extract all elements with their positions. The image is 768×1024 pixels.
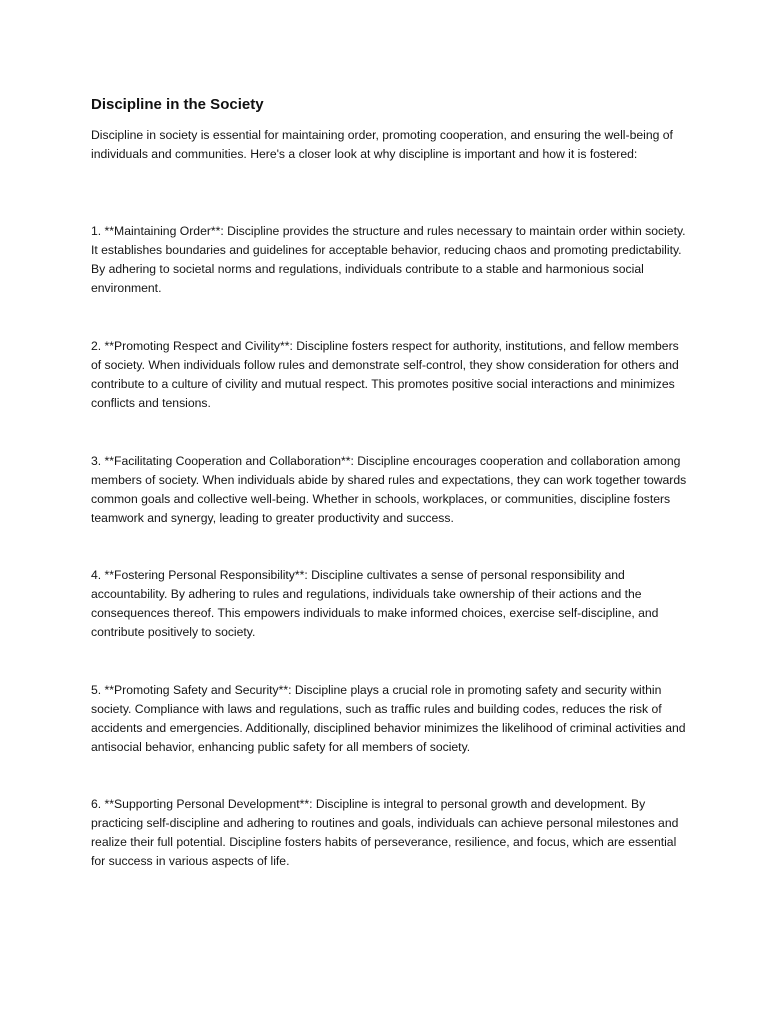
point-personal-responsibility: 4. **Fostering Personal Responsibility**: Discipline cultivates a sense of personal responsibility and accountability. By adhering to rules and regulations, individuals take ownership of their actions and the consequences thereof. This empowers individuals to make informed choices, exercise self-discipline, and contribute positively to society. — [91, 568, 659, 639]
document-title: Discipline in the Society — [91, 96, 264, 113]
point-safety-security: 5. **Promoting Safety and Security**: Discipline plays a crucial role in promoting safety and security within society. Compliance with laws and regulations, such as traffic rules and building codes, reduces the risk of accidents and emergencies. Additionally, disciplined behavior minimizes the likelihood of criminal activities and antisocial behavior, enhancing public safety for all members of society. — [91, 683, 686, 754]
point-promoting-respect: 2. **Promoting Respect and Civility**: Discipline fosters respect for authority, institutions, and fellow members of society. When individuals follow rules and demonstrate self-control, they show consideration for others and contribute to a culture of civility and mutual respect. This promotes positive social interactions and minimizes conflicts and tensions. — [91, 339, 679, 410]
intro-paragraph: Discipline in society is essential for maintaining order, promoting cooperation, and ensuring the well-being of individuals and communities. Here's a closer look at why discipline is important and how it is fostered: — [91, 128, 673, 161]
point-facilitating-cooperation: 3. **Facilitating Cooperation and Collaboration**: Discipline encourages cooperation and collaboration among members of society. When individuals abide by shared rules and expectations, they can work together towards common goals and collective well-being. Whether in schools, workplaces, or communities, discipline fosters teamwork and synergy, leading to greater productivity and success. — [91, 454, 687, 525]
point-personal-development: 6. **Supporting Personal Development**: Discipline is integral to personal growth and development. By practicing self-discipline and adhering to routines and goals, individuals can achieve personal milestones and realize their full potential. Discipline fosters habits of perseverance, resilience, and focus, which are essential for success in various aspects of life. — [91, 797, 679, 868]
point-maintaining-order: 1. **Maintaining Order**: Discipline provides the structure and rules necessary to maintain order within society. It establishes boundaries and guidelines for acceptable behavior, reducing chaos and promoting predictability. By adhering to societal norms and regulations, individuals contribute to a stable and harmonious social environment. — [91, 224, 686, 295]
